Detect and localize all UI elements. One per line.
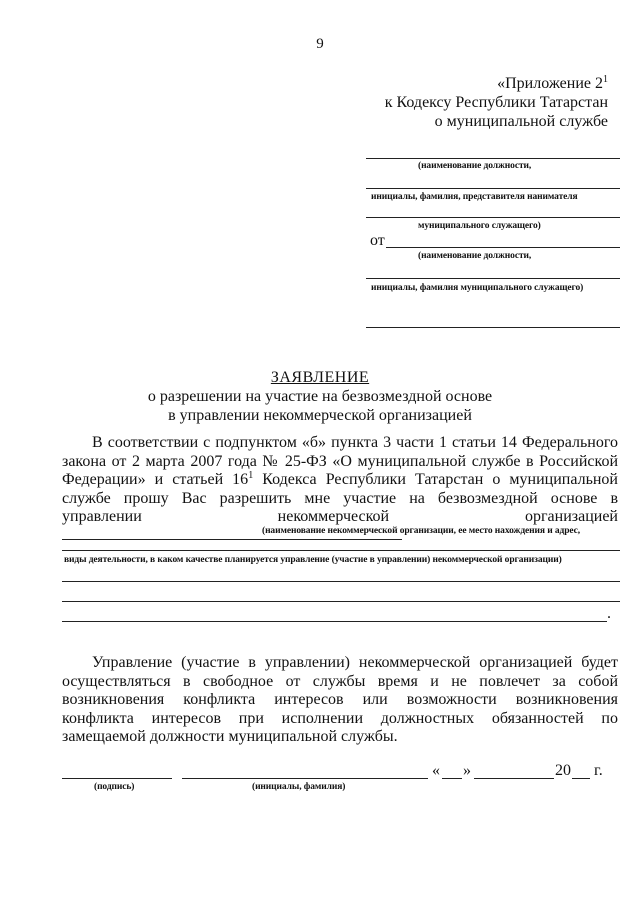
organization-line-2[interactable] <box>62 581 620 582</box>
statement-paragraph: Управление (участие в управлении) некоммерческой организацией будет осуществляться в свободное от службы время и не повлечет за собой возникновения конфликта интересов или возможности возникновения конфликта интересов при исполнении должностных обязанностей по замещаемой должности муниципальной службы. <box>62 654 618 746</box>
name-field[interactable] <box>182 778 428 779</box>
date-year-field[interactable] <box>572 778 590 779</box>
end-period: . <box>607 605 611 622</box>
applicant-line-1[interactable] <box>386 247 620 248</box>
signature-field[interactable] <box>62 778 172 779</box>
addressee-hint-3: муниципального служащего) <box>418 221 541 231</box>
year-suffix: г. <box>594 762 603 779</box>
title-line-2: о разрешении на участие на безвозмездной основе <box>147 388 493 405</box>
appendix-line-2: к Кодексу Республики Татарстан <box>384 94 608 111</box>
applicant-line-3[interactable] <box>366 327 620 328</box>
addressee-hint-2: инициалы, фамилия, представителя нанимателя <box>371 192 578 202</box>
organization-hint-1: (наименование некоммерческой организации, ее место нахождения и адрес, <box>262 526 581 536</box>
appendix-line-1: «Приложение $2^1$ <box>497 74 608 92</box>
appendix-reference <box>385 70 608 131</box>
applicant-hint-1: (наименование должности, <box>418 251 532 261</box>
date-open-quote: « <box>432 762 440 779</box>
page-number: 9 <box>316 36 324 52</box>
year-prefix: 20 <box>555 762 571 779</box>
organization-line-4[interactable] <box>62 621 607 622</box>
title-line-3: в управлении некоммерческой организацией <box>168 407 472 424</box>
applicant-hint-2: инициалы, фамилия муниципального служащего) <box>371 283 584 293</box>
name-hint: (инициалы, фамилия) <box>252 782 346 792</box>
request-paragraph: В соответствии с подпунктом «б» пункта 3 части 1 статьи 14 Федерального закона от 2 марта 2007 года № 25-ФЗ «О муниципальной службе в Российской Федерации» и статьей $16^1$ Кодекса Республики Татарстан о муниципальной службе прошу Вас разрешить мне участие на безвозмездной основе в управлении некоммерческой организацией <box>62 434 618 546</box>
addressee-line-3[interactable] <box>366 217 620 218</box>
organization-line-1[interactable] <box>62 550 620 551</box>
from-label: от <box>370 232 385 249</box>
document-title <box>0 368 640 425</box>
title-heading: ЗАЯВЛЕНИЕ <box>270 369 370 386</box>
organization-line-3[interactable] <box>62 601 620 602</box>
addressee-hint-1: (наименование должности, <box>418 161 532 171</box>
date-month-field[interactable] <box>474 778 554 779</box>
signature-hint: (подпись) <box>94 782 135 792</box>
date-day-field[interactable] <box>442 778 462 779</box>
applicant-line-2[interactable] <box>366 278 620 279</box>
date-close-quote: » <box>463 762 471 779</box>
appendix-line-3: о муниципальной службе <box>434 113 608 130</box>
organization-hint-2: виды деятельности, в каком качестве планируется управление (участие в управлении) некоммерческой организации) <box>64 555 562 565</box>
addressee-line-1[interactable] <box>366 158 620 159</box>
addressee-line-2[interactable] <box>366 188 620 189</box>
